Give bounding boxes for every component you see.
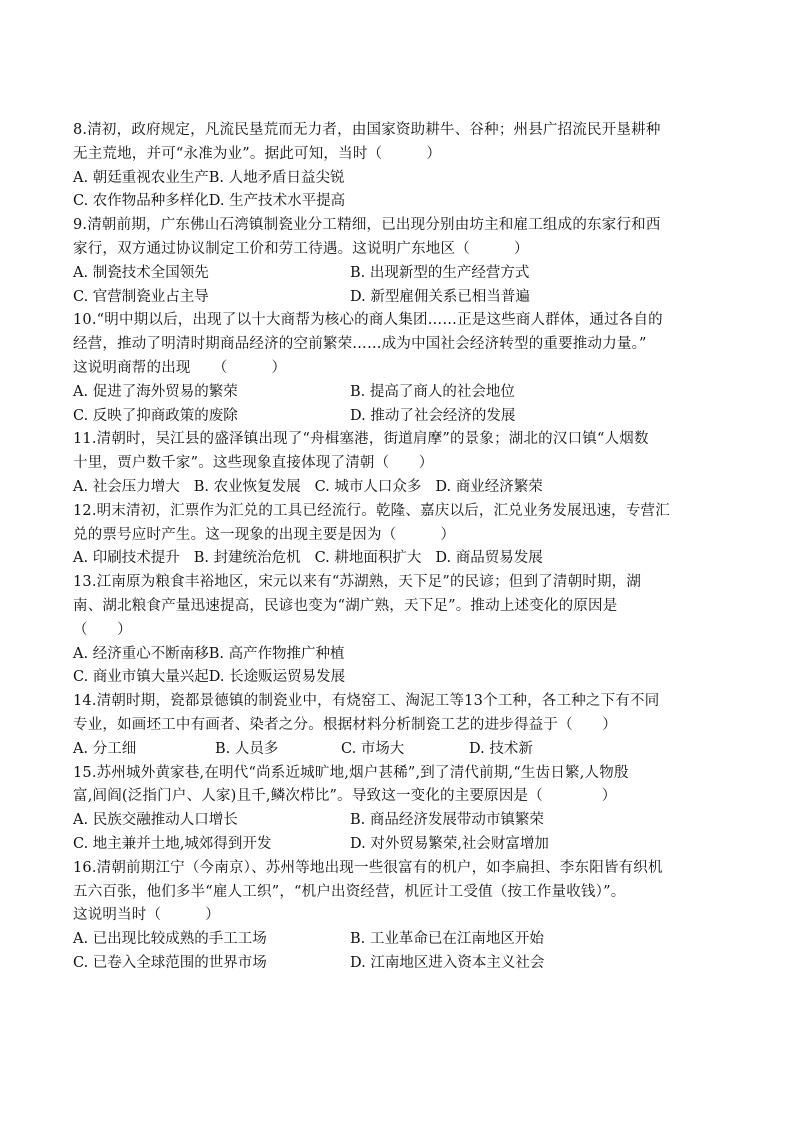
option-ab[interactable]: A. 朝廷重视农业生产B. 人地矛盾日益尖锐 [73, 169, 345, 186]
option-c[interactable]: C. 已卷入全球范围的世界市场 [73, 954, 267, 971]
option-row [73, 405, 733, 429]
option-a[interactable]: A. 分工细 [73, 740, 137, 757]
option-b[interactable]: B. 提高了商人的社会地位 [350, 383, 515, 400]
question-16 [73, 857, 733, 976]
option-cd[interactable]: C. 商业市镇大量兴起D. 长途贩运贸易发展 [73, 669, 346, 686]
option-row [73, 809, 733, 833]
option-row [73, 928, 733, 952]
option-d[interactable]: D. 推动了社会经济的发展 [350, 407, 516, 424]
option-row [73, 547, 733, 571]
option-c[interactable]: C. 市场大 [341, 740, 405, 757]
option-ab[interactable]: A. 经济重心不断南移B. 高产作物推广种植 [73, 645, 345, 662]
option-row [73, 381, 733, 405]
option-c[interactable]: C. 城市人口众多 [314, 478, 422, 495]
question-stem-line: 9.清朝前期，广东佛山石湾镇制瓷业分工精细，已出现分别由坊主和雇工组成的东家行和西 [73, 217, 661, 234]
question-stem-line: 16.清朝前期江宁（今南京）、苏州等地出现一些很富有的机户，如李扁担、李东阳皆有织机 [73, 859, 663, 876]
option-c[interactable]: C. 耕地面积扩大 [314, 550, 422, 567]
option-b[interactable]: B. 工业革命已在江南地区开始 [350, 931, 544, 948]
option-row [73, 952, 733, 976]
option-row [73, 476, 733, 500]
option-d[interactable]: D. 技术新 [469, 740, 533, 757]
option-d[interactable]: D. 江南地区进入资本主义社会 [350, 954, 545, 971]
question-stem-line: 这说明商帮的出现 （ ） [73, 359, 287, 376]
option-c[interactable]: C. 官营制瓷业占主导 [73, 288, 209, 305]
option-row [73, 666, 733, 690]
option-b[interactable]: B. 商品经济发展带动市镇繁荣 [350, 812, 544, 829]
option-b[interactable]: B. 人员多 [215, 740, 279, 757]
question-stem-line: 14.清朝时期，瓷都景德镇的制瓷业中，有烧窑工、淘泥工等13个工种，各工种之下有不同 [73, 693, 660, 710]
option-a[interactable]: A. 民族交融推动人口增长 [73, 812, 238, 829]
question-stem-line: 经营，推动了明清时期商品经济的空前繁荣……成为中国社会经济转型的重要推动力量。” [73, 336, 647, 353]
question-11 [73, 428, 733, 499]
option-d[interactable]: D. 对外贸易繁荣,社会财富增加 [350, 835, 549, 852]
option-row [73, 262, 733, 286]
question-13 [73, 571, 733, 690]
option-d[interactable]: D. 商业经济繁荣 [435, 478, 543, 495]
question-9 [73, 214, 733, 309]
option-d[interactable]: D. 商品贸易发展 [435, 550, 543, 567]
option-b[interactable]: B. 出现新型的生产经营方式 [350, 264, 530, 281]
exam-page [73, 119, 733, 976]
question-stem-line: 13.江南原为粮食丰裕地区，宋元以来有“苏湖熟，天下足”的民谚；但到了清朝时期，湖 [73, 574, 642, 591]
option-cd[interactable]: C. 农作物品种多样化D. 生产技术水平提高 [73, 193, 346, 210]
question-14 [73, 690, 733, 761]
question-stem-line: 兑的票号应时产生。这一现象的出现主要是因为（ ） [73, 526, 456, 543]
question-stem-line: （ ） [73, 621, 132, 638]
question-stem-line: 无主荒地，并可“永准为业”。据此可知，当时（ ） [73, 145, 442, 162]
option-a[interactable]: A. 印刷技术提升 [73, 550, 180, 567]
option-c[interactable]: C. 地主兼并土地,城郊得到开发 [73, 835, 272, 852]
question-12 [73, 500, 733, 571]
question-stem-line: 11.清朝时，吴江县的盛泽镇出现了“舟楫塞港，街道肩摩”的景象；湖北的汉口镇“人烟数 [73, 431, 649, 448]
option-b[interactable]: B. 农业恢复发展 [193, 478, 301, 495]
option-c[interactable]: C. 反映了抑商政策的废除 [73, 407, 238, 424]
question-stem-line: 15.苏州城外黄家巷,在明代“尚系近城旷地,烟户甚稀”,到了清代前期,“生齿日繁,人物殷 [73, 764, 629, 781]
option-row [73, 738, 733, 762]
question-15 [73, 762, 733, 857]
question-stem-line: 专业，如画坯工中有画者、染者之分。根据材料分析制瓷工艺的进步得益于（ ） [73, 716, 617, 733]
question-stem-line: 10.“明中期以后，出现了以十大商帮为核心的商人集团……正是这些商人群体，通过各自的 [73, 312, 663, 329]
option-a[interactable]: A. 制瓷技术全国领先 [73, 264, 209, 281]
question-stem-line: 12.明末清初，汇票作为汇兑的工具已经流行。乾隆、嘉庆以后，汇兑业务发展迅速，专营汇 [73, 502, 670, 519]
option-b[interactable]: B. 封建统治危机 [193, 550, 301, 567]
option-a[interactable]: A. 已出现比较成熟的手工工场 [73, 931, 267, 948]
question-stem-line: 十里，贾户数千家”。这些现象直接体现了清朝（ ） [73, 455, 434, 472]
option-row [73, 190, 733, 214]
question-stem-line: 南、湖北粮食产量迅速提高，民谚也变为“湖广熟，天下足”。推动上述变化的原因是 [73, 597, 618, 614]
question-stem-line: 富,闾阎(泛指门户、人家)且千,鳞次栉比”。导致这一变化的主要原因是（ ） [73, 788, 617, 805]
option-row [73, 833, 733, 857]
option-row [73, 167, 733, 191]
question-stem-line: 这说明当时（ ） [73, 907, 220, 924]
option-row [73, 286, 733, 310]
option-row [73, 643, 733, 667]
question-8 [73, 119, 733, 214]
question-stem-line: 家行，双方通过协议制定工价和劳工待遇。这说明广东地区（ ） [73, 240, 529, 257]
question-10 [73, 309, 733, 428]
option-a[interactable]: A. 社会压力增大 [73, 478, 180, 495]
option-a[interactable]: A. 促进了海外贸易的繁荣 [73, 383, 238, 400]
option-d[interactable]: D. 新型雇佣关系已相当普遍 [350, 288, 530, 305]
question-stem-line: 五六百张，他们多半“雇人工织”，“机户出资经营，机匠计工受值（按工作量收钱）”。 [73, 883, 626, 900]
question-stem-line: 8.清初，政府规定，凡流民垦荒而无力者，由国家资助耕牛、谷种；州县广招流民开垦耕种 [73, 122, 661, 138]
